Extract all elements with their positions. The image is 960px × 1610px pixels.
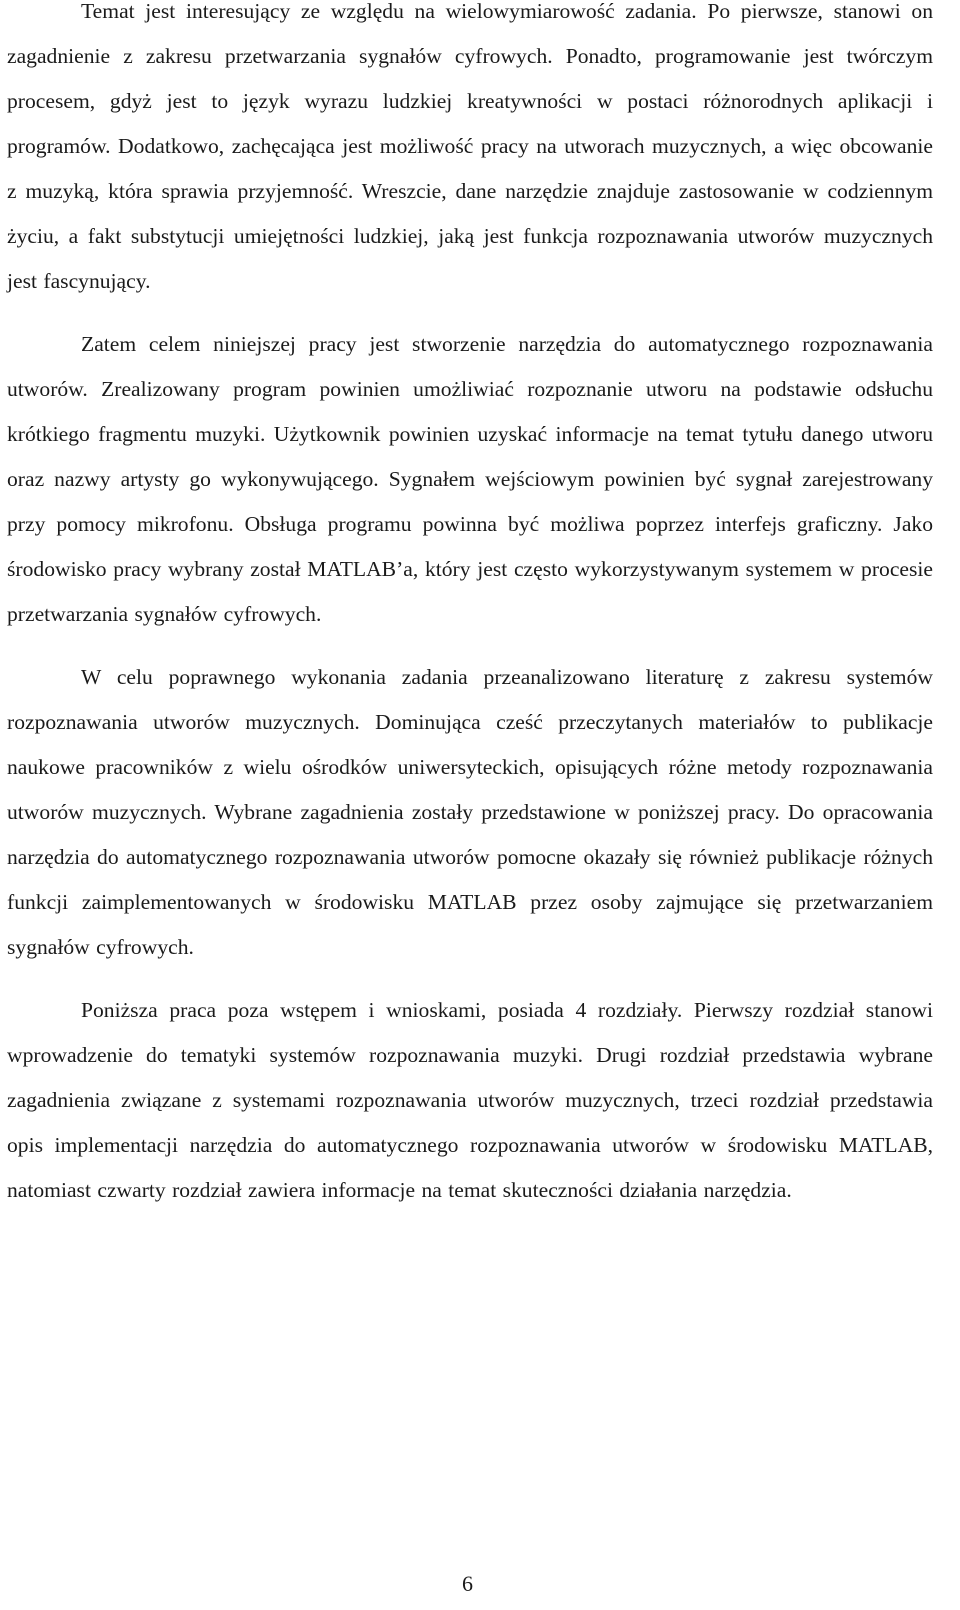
body-text — [7, 0, 933, 1213]
paragraph-structure: Poniższa praca poza wstępem i wnioskami, posiada 4 rozdziały. Pierwszy rozdział stanowi wprowadzenie do tematyki systemów rozpoznawania muzyki. Drugi rozdział przedstawia wybrane zagadnienia związane z systemami rozpoznawania utworów muzycznych, trzeci rozdział przedstawia opis implementacji narzędzia do automatycznego rozpoznawania utworów w środowisku MATLAB, natomiast czwarty rozdział zawiera informacje na temat skuteczności działania narzędzia. — [7, 998, 933, 1202]
paragraph-literature: W celu poprawnego wykonania zadania przeanalizowano literaturę z zakresu systemów rozpoznawania utworów muzycznych. Dominująca cześć przeczytanych materiałów to publikacje naukowe pracowników z wielu ośrodków uniwersyteckich, opisujących różne metody rozpoznawania utworów muzycznych. Wybrane zagadnienia zostały przedstawione w poniższej pracy. Do opracowania narzędzia do automatycznego rozpoznawania utworów pomocne okazały się również publikacje różnych funkcji zaimplementowanych w środowisku MATLAB przez osoby zajmujące się przetwarzaniem sygnałów cyfrowych. — [7, 665, 933, 959]
paragraph-goal: Zatem celem niniejszej pracy jest stworzenie narzędzia do automatycznego rozpoznawania utworów. Zrealizowany program powinien umożliwiać rozpoznanie utworu na podstawie odsłuchu krótkiego fragmentu muzyki. Użytkownik powinien uzyskać informacje na temat tytułu danego utworu oraz nazwy artysty go wykonywującego. Sygnałem wejściowym powinien być sygnał zarejestrowany przy pomocy mikrofonu. Obsługa programu powinna być możliwa poprzez interfejs graficzny. Jako środowisko pracy wybrany został MATLAB’a, który jest często wykorzystywanym systemem w procesie przetwarzania sygnałów cyfrowych. — [7, 332, 933, 626]
paragraph-motivation: Temat jest interesujący ze względu na wielowymiarowość zadania. Po pierwsze, stanowi on zagadnienie z zakresu przetwarzania sygnałów cyfrowych. Ponadto, programowanie jest twórczym procesem, gdyż jest to język wyrazu ludzkiej kreatywności w postaci różnorodnych aplikacji i programów. Dodatkowo, zachęcająca jest możliwość pracy na utworach muzycznych, a więc obcowanie z muzyką, która sprawia przyjemność. Wreszcie, dane narzędzie znajduje zastosowanie w codziennym życiu, a fakt substytucji umiejętności ludzkiej, jaką jest funkcja rozpoznawania utworów muzycznych jest fascynujący. — [7, 0, 933, 293]
page-number: 6 — [462, 1571, 473, 1596]
